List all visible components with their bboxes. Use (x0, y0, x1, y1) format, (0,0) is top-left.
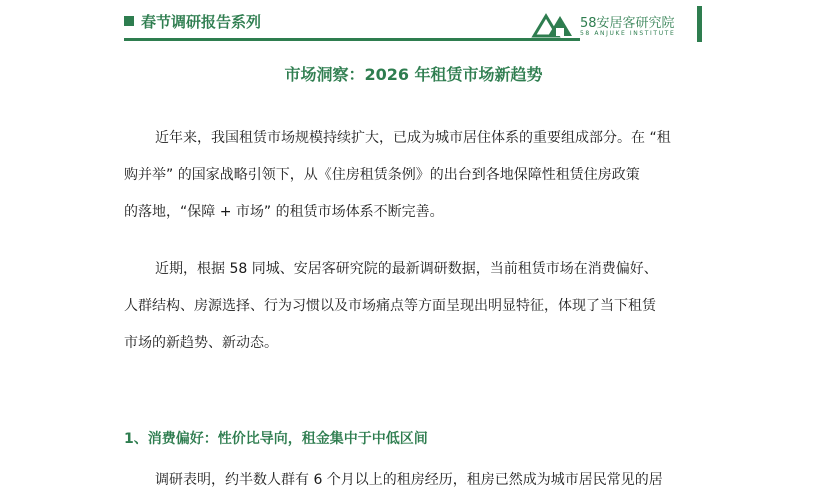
paragraph-line: 近期，根据 58 同城、安居客研究院的最新调研数据，当前租赁市场在消费偏好、 (155, 261, 658, 277)
page-header (0, 0, 827, 50)
header-accent-bar (697, 6, 702, 42)
document-title: 市场洞察：2026 年租赁市场新趋势 (284, 65, 543, 84)
logo-mark-icon (530, 10, 574, 38)
logo-english-name: 58 ANJUKE INSTITUTE (580, 30, 676, 37)
paragraph-line: 市场的新趋势、新动态。 (124, 335, 278, 351)
header-rule (124, 38, 580, 41)
institute-logo (530, 8, 690, 40)
paragraph-section1 (124, 462, 708, 499)
section-heading: 1、消费偏好：性价比导向，租金集中于中低区间 (124, 431, 428, 447)
paragraph-line: 近年来，我国租赁市场规模持续扩大，已成为城市居住体系的重要组成部分。在 “租 (155, 130, 671, 146)
paragraph-findings (124, 251, 708, 362)
series-title: 春节调研报告系列 (141, 13, 262, 31)
paragraph-intro (124, 120, 708, 231)
paragraph-line: 购并举” 的国家战略引领下，从《住房租赁条例》的出台到各地保障性租赁住房政策 (124, 167, 640, 183)
paragraph-line: 调研表明，约半数人群有 6 个月以上的租房经历，租房已然成为城市居民常见的居 (155, 472, 663, 488)
series-square-icon (124, 16, 134, 26)
logo-chinese-name: 58安居客研究院 (580, 16, 675, 31)
paragraph-line: 的落地，“保障 + 市场” 的租赁市场体系不断完善。 (124, 204, 444, 220)
paragraph-line: 人群结构、房源选择、行为习惯以及市场痛点等方面呈现出明显特征，体现了当下租赁 (124, 298, 656, 314)
